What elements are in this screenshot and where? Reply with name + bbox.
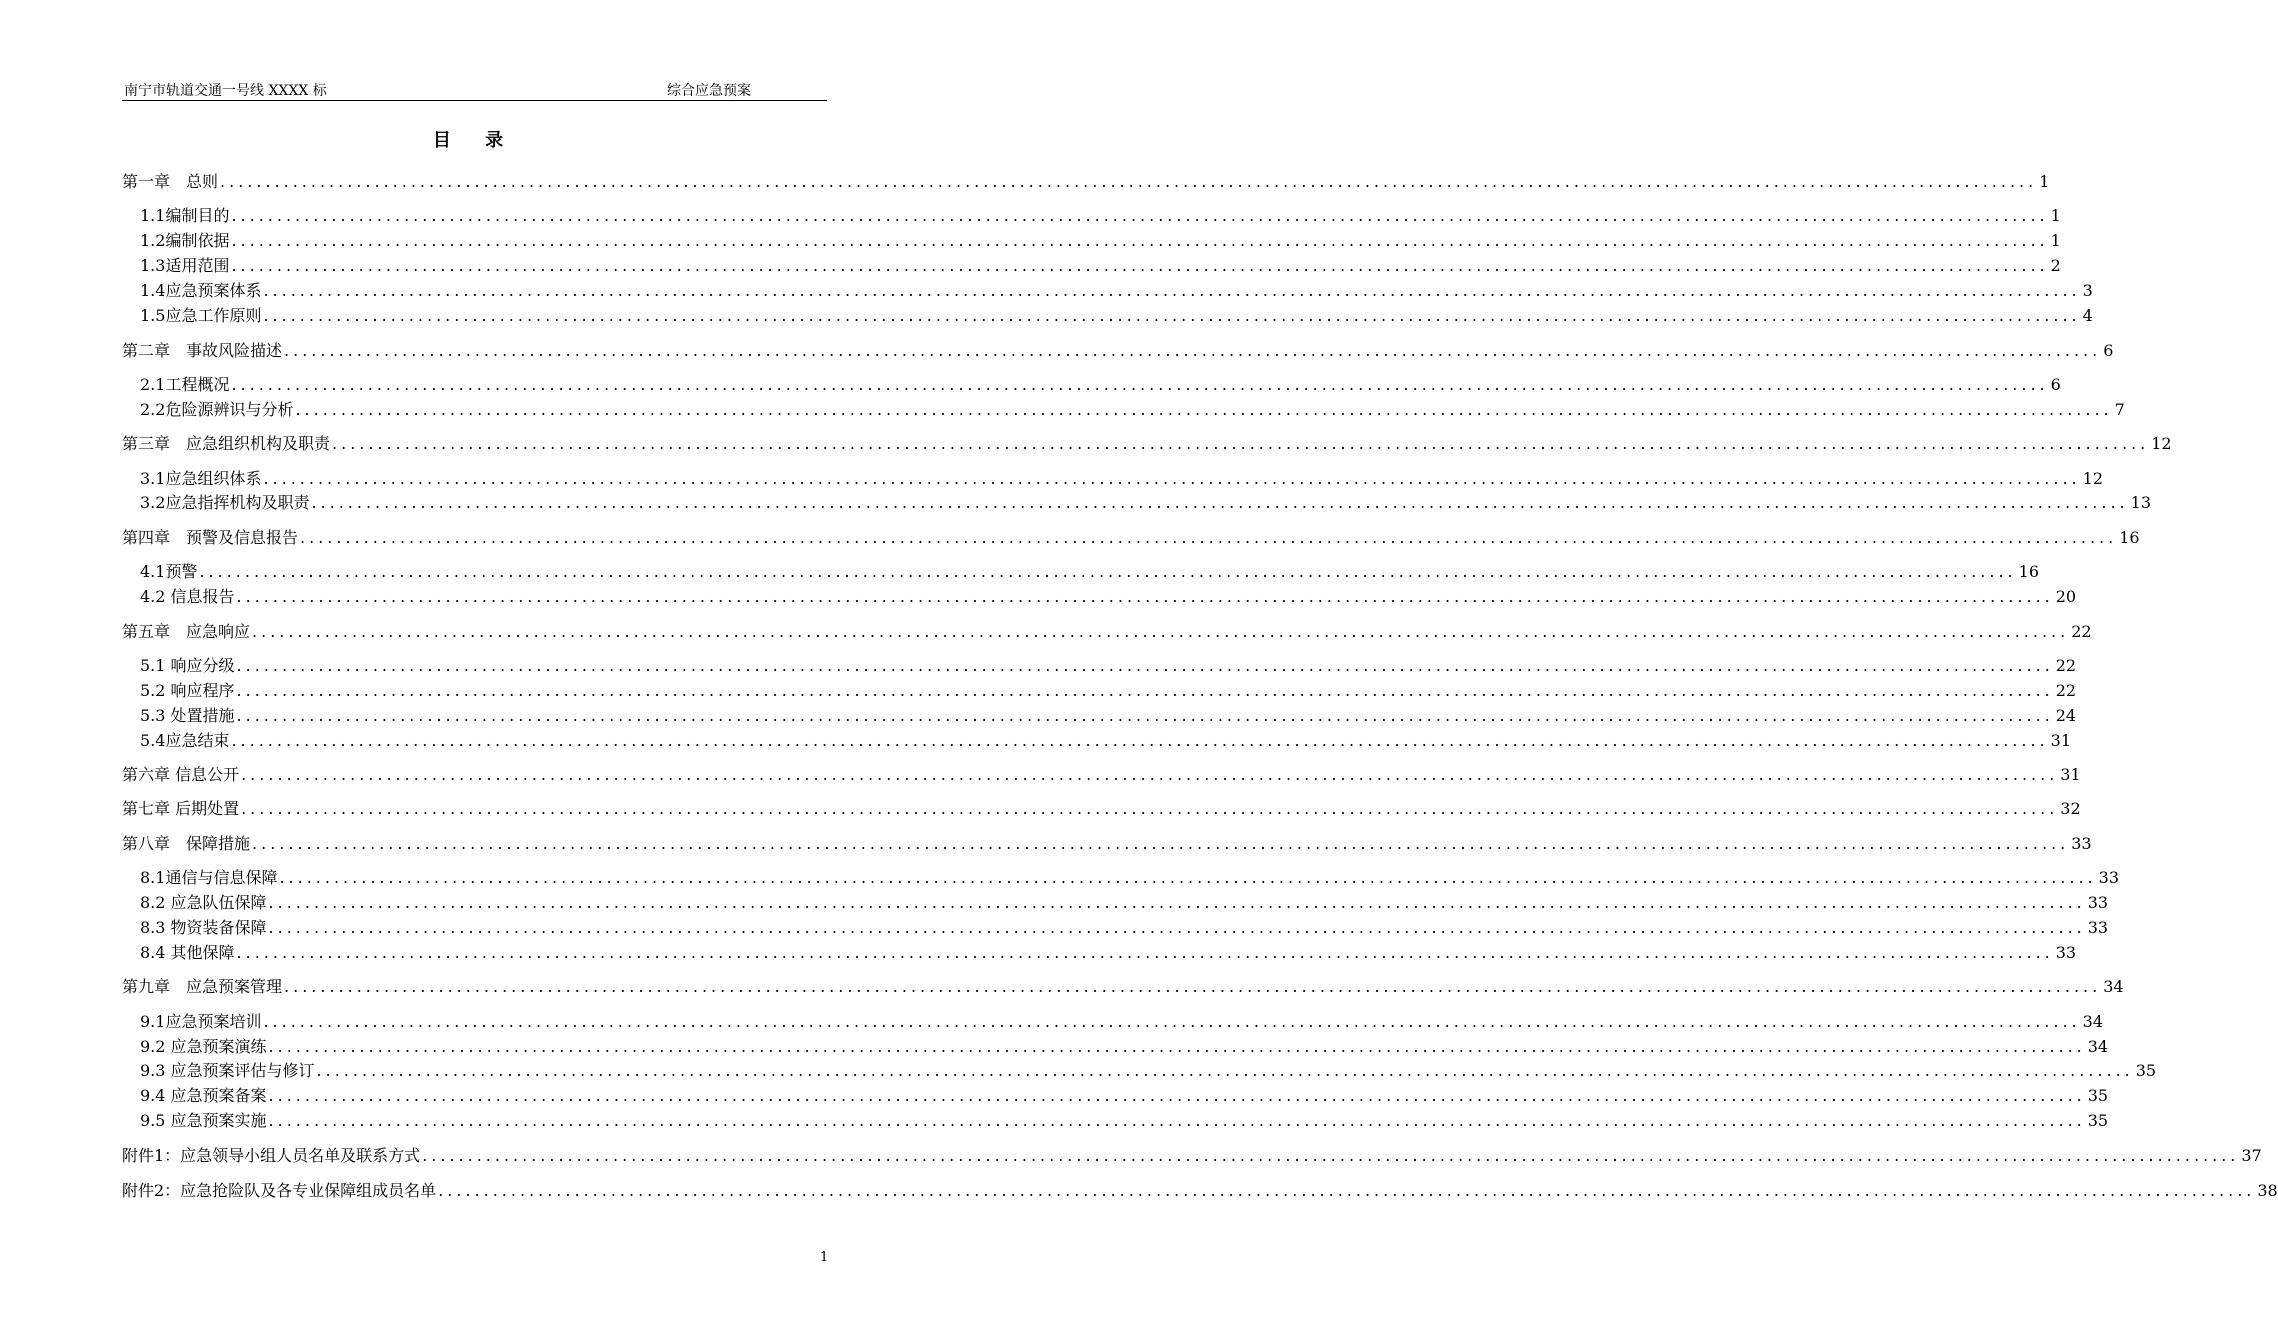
toc-entry-page: 20 xyxy=(2055,587,2077,606)
toc-entry-page: 34 xyxy=(2087,1037,2109,1056)
toc-entry-label: 1.3适用范围 xyxy=(140,256,230,275)
toc-section-entry[interactable] xyxy=(140,1110,2109,1132)
toc-title: 目 录 xyxy=(432,130,518,151)
toc-entry-page: 24 xyxy=(2055,706,2077,725)
toc-chapter-entry[interactable] xyxy=(122,527,2140,549)
toc-entry-label: 附件1：应急领导小组人员名单及联系方式 xyxy=(122,1146,421,1165)
toc-entry-page: 7 xyxy=(2114,400,2125,419)
toc-entry-label: 4.1预警 xyxy=(140,562,198,581)
toc-entry-page: 37 xyxy=(2241,1146,2262,1165)
toc-entry-page: 6 xyxy=(2050,375,2061,394)
toc-section-entry[interactable] xyxy=(140,492,2151,514)
toc-entry-label: 9.4 应急预案备案 xyxy=(140,1086,267,1105)
toc-leader-dots: ........................................................................................................................................................................................................ xyxy=(236,706,2054,725)
toc-section-entry[interactable] xyxy=(140,655,2077,677)
toc-section-entry[interactable] xyxy=(140,1060,2157,1082)
toc-section-entry[interactable] xyxy=(140,561,2039,583)
toc-entry-label: 第五章 应急响应 xyxy=(122,622,251,641)
toc-entry-page: 3 xyxy=(2082,281,2093,300)
toc-section-entry[interactable] xyxy=(140,205,2061,227)
toc-section-entry[interactable] xyxy=(140,280,2093,302)
toc-entry-page: 33 xyxy=(2055,943,2077,962)
toc-leader-dots: ........................................................................................................................................................................................................ xyxy=(300,528,2118,547)
toc-chapter-entry[interactable] xyxy=(122,433,2172,455)
toc-entry-label: 附件2：应急抢险队及各专业保障组成员名单 xyxy=(122,1181,437,1200)
toc-leader-dots: ........................................................................................................................................................................................................ xyxy=(263,306,2081,325)
toc-leader-dots: ........................................................................................................................................................................................................ xyxy=(241,765,2059,784)
toc-entry-label: 第九章 应急预案管理 xyxy=(122,977,283,996)
toc-entry-page: 35 xyxy=(2087,1111,2109,1130)
toc-section-entry[interactable] xyxy=(140,942,2077,964)
toc-section-entry[interactable] xyxy=(140,305,2093,327)
toc-entry-label: 9.2 应急预案演练 xyxy=(140,1037,267,1056)
page-number: 1 xyxy=(820,1250,829,1265)
toc-entry-page: 4 xyxy=(2082,306,2093,325)
header-document-title: 综合应急预案 xyxy=(667,83,751,99)
toc-section-entry[interactable] xyxy=(140,730,2071,752)
toc-leader-dots: ........................................................................................................................................................................................................ xyxy=(231,375,2049,394)
toc-leader-dots: ........................................................................................................................................................................................................ xyxy=(316,1061,2134,1080)
toc-entry-page: 13 xyxy=(2130,493,2151,512)
toc-entry-page: 12 xyxy=(2082,469,2103,488)
toc-leader-dots: ........................................................................................................................................................................................................ xyxy=(231,206,2049,225)
toc-entry-label: 第四章 预警及信息报告 xyxy=(122,528,299,547)
toc-chapter-entry[interactable] xyxy=(122,833,2092,855)
toc-chapter-entry[interactable] xyxy=(122,171,2050,193)
toc-leader-dots: ........................................................................................................................................................................................................ xyxy=(231,731,2049,750)
toc-leader-dots: ........................................................................................................................................................................................................ xyxy=(199,562,2017,581)
toc-section-entry[interactable] xyxy=(140,1085,2109,1107)
toc-entry-page: 35 xyxy=(2087,1086,2109,1105)
toc-leader-dots: ........................................................................................................................................................................................................ xyxy=(236,656,2054,675)
toc-entry-label: 1.2编制依据 xyxy=(140,231,230,250)
toc-entry-label: 第七章 后期处置 xyxy=(122,799,240,818)
toc-entry-page: 22 xyxy=(2055,681,2077,700)
toc-entry-page: 16 xyxy=(2018,562,2039,581)
toc-entry-label: 1.5应急工作原则 xyxy=(140,306,262,325)
toc-entry-label: 第八章 保障措施 xyxy=(122,834,251,853)
toc-entry-label: 9.3 应急预案评估与修订 xyxy=(140,1061,315,1080)
toc-entry-label: 4.2 信息报告 xyxy=(140,587,235,606)
toc-leader-dots: ........................................................................................................................................................................................................ xyxy=(263,469,2081,488)
toc-section-entry[interactable] xyxy=(140,399,2125,421)
toc-leader-dots: ........................................................................................................................................................................................................ xyxy=(268,1111,2086,1130)
toc-chapter-entry[interactable] xyxy=(122,621,2092,643)
toc-section-entry[interactable] xyxy=(140,867,2119,889)
toc-leader-dots: ........................................................................................................................................................................................................ xyxy=(263,1012,2081,1031)
toc-entry-label: 8.2 应急队伍保障 xyxy=(140,893,267,912)
toc-entry-label: 8.4 其他保障 xyxy=(140,943,235,962)
toc-section-entry[interactable] xyxy=(140,680,2077,702)
toc-leader-dots: ........................................................................................................................................................................................................ xyxy=(268,1037,2086,1056)
toc-entry-page: 33 xyxy=(2071,834,2092,853)
toc-leader-dots: ........................................................................................................................................................................................................ xyxy=(236,681,2054,700)
toc-entry-page: 33 xyxy=(2087,918,2109,937)
toc-leader-dots: ........................................................................................................................................................................................................ xyxy=(252,622,2070,641)
toc-entry-page: 34 xyxy=(2082,1012,2103,1031)
toc-leader-dots: ........................................................................................................................................................................................................ xyxy=(422,1146,2240,1165)
toc-leader-dots: ........................................................................................................................................................................................................ xyxy=(284,977,2102,996)
toc-leader-dots: ........................................................................................................................................................................................................ xyxy=(231,231,2049,250)
toc-section-entry[interactable] xyxy=(140,586,2077,608)
toc-entry-page: 38 xyxy=(2257,1181,2278,1200)
toc-entry-label: 1.1编制目的 xyxy=(140,206,230,225)
toc-entry-label: 第二章 事故风险描述 xyxy=(122,341,283,360)
toc-entry-page: 1 xyxy=(2050,231,2061,250)
toc-entry-page: 34 xyxy=(2103,977,2124,996)
header-project-title: 南宁市轨道交通一号线 XXXX 标 xyxy=(124,83,327,99)
toc-entry-label: 第一章 总则 xyxy=(122,172,219,191)
toc-entry-label: 3.1应急组织体系 xyxy=(140,469,262,488)
toc-leader-dots: ........................................................................................................................................................................................................ xyxy=(241,799,2059,818)
toc-entry-page: 33 xyxy=(2087,893,2109,912)
toc-entry-label: 8.1通信与信息保障 xyxy=(140,868,278,887)
toc-entry-label: 5.2 响应程序 xyxy=(140,681,235,700)
toc-leader-dots: ........................................................................................................................................................................................................ xyxy=(284,341,2102,360)
toc-section-entry[interactable] xyxy=(140,468,2103,490)
toc-leader-dots: ........................................................................................................................................................................................................ xyxy=(220,172,2038,191)
toc-entry-label: 2.1工程概况 xyxy=(140,375,230,394)
toc-section-entry[interactable] xyxy=(140,1011,2103,1033)
toc-leader-dots: ........................................................................................................................................................................................................ xyxy=(236,943,2054,962)
toc-entry-label: 5.4应急结束 xyxy=(140,731,230,750)
toc-entry-page: 31 xyxy=(2060,765,2081,784)
toc-section-entry[interactable] xyxy=(140,374,2061,396)
toc-entry-page: 32 xyxy=(2060,799,2081,818)
toc-chapter-entry[interactable] xyxy=(122,976,2124,998)
toc-section-entry[interactable] xyxy=(140,230,2061,252)
toc-leader-dots: ........................................................................................................................................................................................................ xyxy=(231,256,2049,275)
toc-section-entry[interactable] xyxy=(140,255,2061,277)
toc-section-entry[interactable] xyxy=(140,917,2109,939)
toc-entry-page: 1 xyxy=(2039,172,2050,191)
toc-leader-dots: ........................................................................................................................................................................................................ xyxy=(295,400,2113,419)
toc-entry-label: 9.1应急预案培训 xyxy=(140,1012,262,1031)
toc-entry-page: 35 xyxy=(2135,1061,2157,1080)
toc-leader-dots: ........................................................................................................................................................................................................ xyxy=(263,281,2081,300)
toc-entry-page: 16 xyxy=(2119,528,2140,547)
toc-entry-label: 2.2危险源辨识与分析 xyxy=(140,400,294,419)
toc-leader-dots: ........................................................................................................................................................................................................ xyxy=(279,868,2097,887)
toc-entry-label: 9.5 应急预案实施 xyxy=(140,1111,267,1130)
toc-chapter-entry[interactable] xyxy=(122,798,2081,820)
toc-entry-page: 31 xyxy=(2050,731,2071,750)
toc-chapter-entry[interactable] xyxy=(122,764,2081,786)
page-header xyxy=(122,78,827,101)
toc-leader-dots: ........................................................................................................................................................................................................ xyxy=(332,434,2150,453)
toc-entry-label: 第三章 应急组织机构及职责 xyxy=(122,434,331,453)
toc-entry-label: 5.3 处置措施 xyxy=(140,706,235,725)
toc-section-entry[interactable] xyxy=(140,892,2109,914)
toc-leader-dots: ........................................................................................................................................................................................................ xyxy=(268,893,2086,912)
toc-chapter-entry[interactable] xyxy=(122,340,2114,362)
toc-entry-page: 22 xyxy=(2055,656,2077,675)
toc-section-entry[interactable] xyxy=(140,705,2077,727)
toc-chapter-entry[interactable] xyxy=(122,1145,2262,1167)
toc-leader-dots: ........................................................................................................................................................................................................ xyxy=(268,918,2086,937)
toc-entry-label: 5.1 响应分级 xyxy=(140,656,235,675)
toc-entry-label: 3.2应急指挥机构及职责 xyxy=(140,493,310,512)
toc-entry-page: 1 xyxy=(2050,206,2061,225)
toc-leader-dots: ........................................................................................................................................................................................................ xyxy=(311,493,2129,512)
toc-leader-dots: ........................................................................................................................................................................................................ xyxy=(268,1086,2086,1105)
toc-entry-page: 33 xyxy=(2098,868,2119,887)
toc-entry-label: 8.3 物资装备保障 xyxy=(140,918,267,937)
toc-chapter-entry[interactable] xyxy=(122,1180,2278,1202)
toc-entry-page: 12 xyxy=(2151,434,2172,453)
toc-section-entry[interactable] xyxy=(140,1036,2109,1058)
toc-entry-label: 1.4应急预案体系 xyxy=(140,281,262,300)
toc-entry-label: 第六章 信息公开 xyxy=(122,765,240,784)
toc-leader-dots: ........................................................................................................................................................................................................ xyxy=(236,587,2054,606)
toc-entry-page: 22 xyxy=(2071,622,2092,641)
toc-leader-dots: ........................................................................................................................................................................................................ xyxy=(252,834,2070,853)
toc-leader-dots: ........................................................................................................................................................................................................ xyxy=(438,1181,2256,1200)
toc-entry-page: 2 xyxy=(2050,256,2061,275)
toc-entry-page: 6 xyxy=(2103,341,2114,360)
